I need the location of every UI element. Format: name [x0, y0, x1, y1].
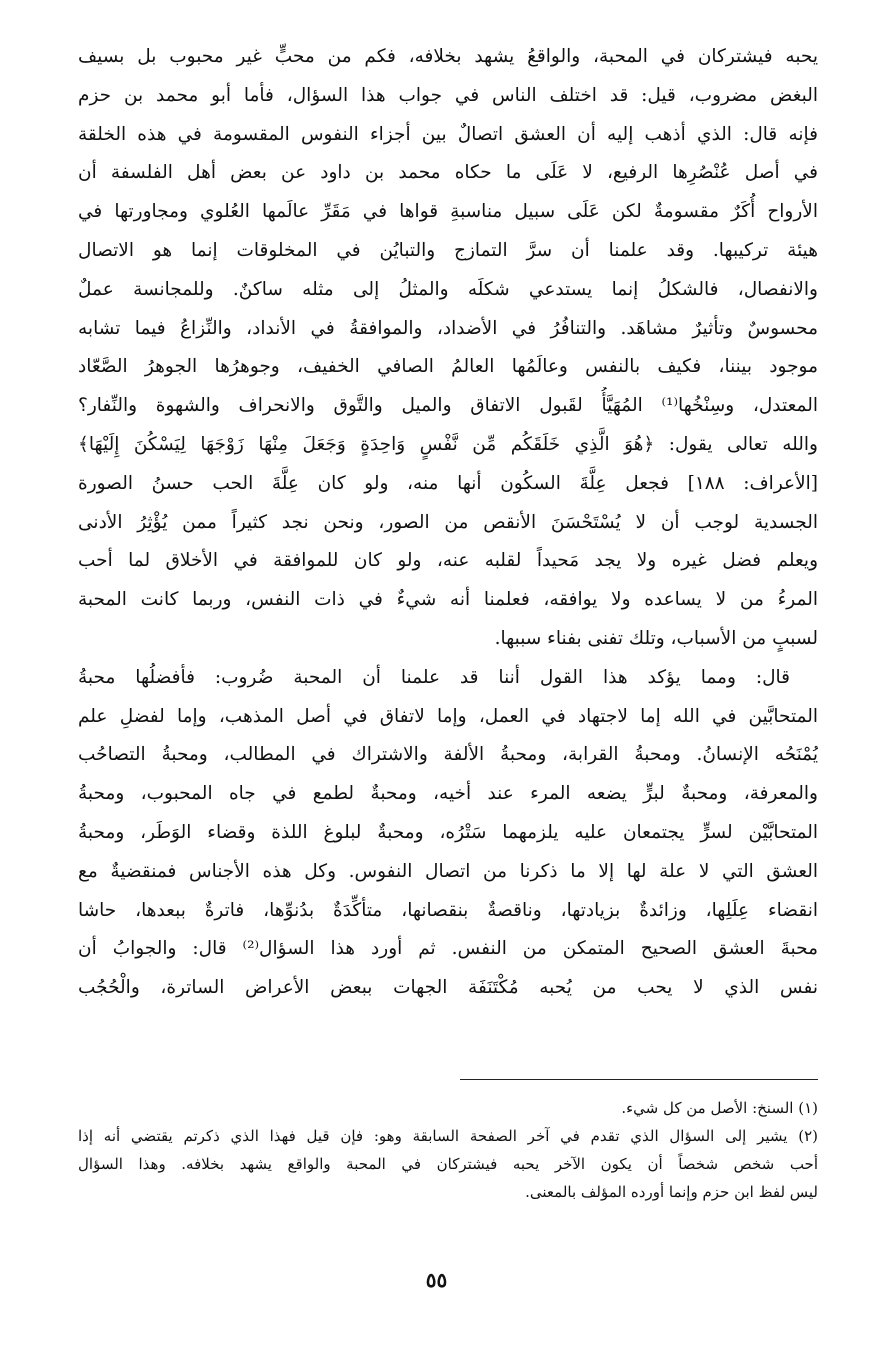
text-line: المرءُ من لا يساعده ولا يوافقه، فعلمنا أنه شيءٌ في ذات النفس، وربما كانت المحبة	[78, 589, 818, 611]
footnote-2-continued: أحب شخص شخصاً أن يكون الآخر يحبه فيشتركان في المحبة والواقع يشهد بخلافه. وهذا السؤال	[78, 1155, 818, 1173]
text-line: فإنه قال: الذي أذهب إليه أن العشق اتصالٌ بين أجزاء النفوس المقسومة في هذه الخلقة	[78, 123, 818, 145]
text-line: الجسدية لوجب أن لا يُسْتَحْسَنَ الأنقص من الصور، ونحن نجد كثيراً ممن يُؤْثِرُ الأدنى	[78, 511, 818, 533]
main-text	[78, 38, 818, 1008]
text-line: البغض مضروب، قيل: قد اختلف الناس في جواب هذا السؤال، فأما أبو محمد بن حزم	[78, 84, 818, 106]
text-line: يحبه فيشتركان في المحبة، والواقعُ يشهد بخلافه، فكم من محبٍّ غير محبوب بل بسيف	[78, 46, 818, 67]
paragraph-end-line: لسببٍ من الأسباب، وتلك تفنى بفناء سببها.	[494, 627, 818, 649]
text-line: المعتدل، وسِنْخُها⁽¹⁾ المُهَيَّأُ لقَبول الاتفاق والميل والتَّوق والانحراف والشهوة والنِّفار؟	[78, 395, 818, 417]
paragraph-start-line: قال: ومما يؤكد هذا القول أننا قد علمنا أن المحبة ضُروب: فأفضلُها محبةُ	[78, 666, 790, 688]
text-line: موجود بيننا، فكيف بالنفس وعالَمُها العالمُ الصافي الخفيف، وجوهرُها الجوهرُ الصَّعّاد	[78, 356, 818, 378]
text-line: والمعرفة، ومحبةٌ لبرٍّ يضعه المرء عند أخيه، ومحبةٌ لطمع في جاه المحبوب، ومحبةُ	[78, 783, 818, 805]
text-line: العشق التي لا علة لها إلا ما ذكرنا من اتصال النفوس. وكل هذه الأجناس فمنقضيةٌ مع	[78, 860, 818, 882]
page-number: ٥٥	[425, 1268, 448, 1292]
text-line: في أصل عُنْصُرِها الرفيع، لا عَلَى ما حكاه محمد بن داود عن بعض أهل الفلسفة أن	[78, 162, 818, 184]
footnote-1: (١) السنخ: الأصل من كل شيء.	[621, 1099, 818, 1117]
quran-verse-line: والله تعالى يقول: ﴿هُوَ الَّذِي خَلَقَكُم مِّن نَّفْسٍ وَاحِدَةٍ وَجَعَلَ مِنْهَا زَوْجَهَا لِيَسْكُنَ إِلَيْهَا﴾	[78, 433, 818, 455]
text-line: والانفصال، فالشكلُ إنما يستدعي شكلَه والمثلُ إلى مثله ساكنٌ. وللمجانسة عملٌ	[78, 278, 818, 300]
footnote-divider	[460, 1079, 818, 1080]
text-line: [الأعراف: ١٨٨] فجعل عِلَّةَ السكُون أنها منه، ولو كان عِلَّةَ الحب حسنُ الصورة	[78, 472, 818, 494]
text-line: الأرواح أُكَرٌ مقسومةٌ لكن عَلَى سبيل مناسبةِ قواها في مَقَرِّ عالَمها العُلوي ومجاورتها في	[78, 201, 818, 223]
text-line: محبةَ العشق الصحيح المتمكن من النفس. ثم أورد هذا السؤال⁽²⁾ قال: والجوابُ أن	[78, 938, 818, 960]
text-line: يُمْنَحُه الإنسانُ. ومحبةُ القرابة، ومحبةُ الألفة والاشتراك في المطالب، ومحبةُ التصاحُب	[78, 744, 818, 766]
text-line: ويعلم فضل غيره ولا يجد مَحيداً لقلبه عنه، ولو كان للموافقة في الأخلاق لما أحب	[78, 550, 818, 572]
footnotes	[78, 1094, 818, 1206]
text-line: المتحابَّيْن لسرٍّ يجتمعان عليه يلزمهما سَتْرُه، ومحبةٌ لبلوغ اللذة وقضاء الوَطَر، ومحبةُ	[78, 821, 818, 843]
text-line: انقضاء عِلَلِها، وزائدةٌ بزيادتها، وناقصةٌ بنقصانها، متأكِّدَةٌ بدُنوِّها، فاترةٌ ببعدها، حاشا	[78, 899, 818, 921]
footnote-2-continued: ليس لفظ ابن حزم وإنما أورده المؤلف بالمعنى.	[525, 1183, 818, 1201]
text-line: هيئة تركيبها. وقد علمنا أن سرَّ التمازج والتبايُن في المخلوقات إنما هو الاتصال	[78, 239, 818, 261]
footnote-2: (٢) يشير إلى السؤال الذي تقدم في آخر الصفحة السابقة وهو: فإن قيل فهذا الذي ذكرتم يقتضي أنه إذا	[78, 1127, 818, 1145]
text-line: محسوسٌ وتأثيرٌ مشاهَد. والتنافُرُ في الأضداد، والموافقةُ في الأنداد، والنِّزاعُ فيما تشابه	[78, 317, 818, 339]
text-line: المتحابَّين في الله إما لاجتهاد في العمل، وإما لاتفاق في أصل المذهب، وإما لفضلِ علم	[78, 705, 818, 727]
text-line: نفس الذي لا يحب من يُحبه مُكْتَنَفَة الجهات ببعض الأعراض الساترة، والْحُجُب	[78, 977, 818, 999]
